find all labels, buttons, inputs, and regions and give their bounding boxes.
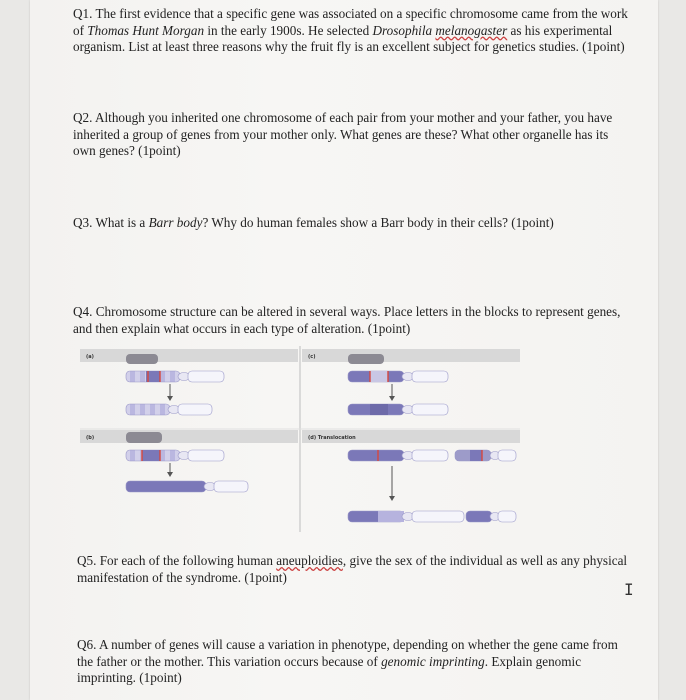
panel-d-label: (d) Translocation	[308, 435, 356, 441]
panel-b-label: (b)	[86, 435, 95, 441]
question-6: Q6. A number of genes will cause a variation in phenotype, depending on whether the gene came from the father or the mother. This variation occurs because of genomic imprinting. Explain genomic imprinting. (1point)	[77, 637, 618, 685]
chromosome-d-top-1	[348, 450, 448, 461]
panel-c-label: (c)	[308, 354, 316, 360]
chromosome-a-bottom	[126, 404, 212, 415]
chromosome-d-top-2	[455, 450, 516, 461]
panel-b-header	[80, 430, 298, 443]
chromosome-c-top	[348, 371, 448, 382]
chromosome-segment	[126, 354, 158, 364]
question-1: Q1. The first evidence that a specific gene was associated on a specific chromosome came from the work of Thomas Hunt Morgan in the early 1900s. He selected Drosophila melanogaster as his experimental organism. List at least three reasons why the fruit fly is an excellent subject for genetics studies. (1point)	[73, 6, 628, 54]
chromosome-alteration-figure	[80, 346, 520, 536]
spellcheck-word: melanogaster	[435, 22, 508, 38]
panel-a-header	[80, 349, 298, 362]
chromosome-a-top	[126, 371, 224, 382]
question-5: Q5. For each of the following human aneuploidies, give the sex of the individual as well as any physical manifestation of the syndrome. (1point)	[77, 553, 628, 585]
chromosome-segment	[348, 354, 384, 364]
chromosome-b-top	[126, 450, 224, 461]
chromosome-c-bottom	[348, 404, 448, 415]
panel-c-header	[302, 349, 520, 362]
question-2: Q2. Although you inherited one chromosome of each pair from your mother and your father, you have inherited a group of genes from your mother only. What genes are these? What other organelle has its own genes? (1point)	[73, 110, 613, 158]
chromosome-d-bottom-2	[466, 511, 516, 522]
panel-a-label: (a)	[86, 354, 94, 360]
worksheet-page	[30, 0, 658, 700]
spellcheck-word: aneuploidies	[276, 553, 343, 568]
text-cursor-icon: I	[624, 580, 634, 599]
chromosome-segment	[126, 432, 162, 443]
question-3: Q3. What is a Barr body? Why do human females show a Barr body in their cells? (1point)	[73, 215, 554, 230]
chromosome-b-bottom	[126, 481, 248, 492]
chromosome-d-bottom-1	[348, 511, 464, 522]
question-4: Q4. Chromosome structure can be altered in several ways. Place letters in the blocks to represent genes, and then explain what occurs in each type of alteration. (1point)	[73, 304, 621, 336]
